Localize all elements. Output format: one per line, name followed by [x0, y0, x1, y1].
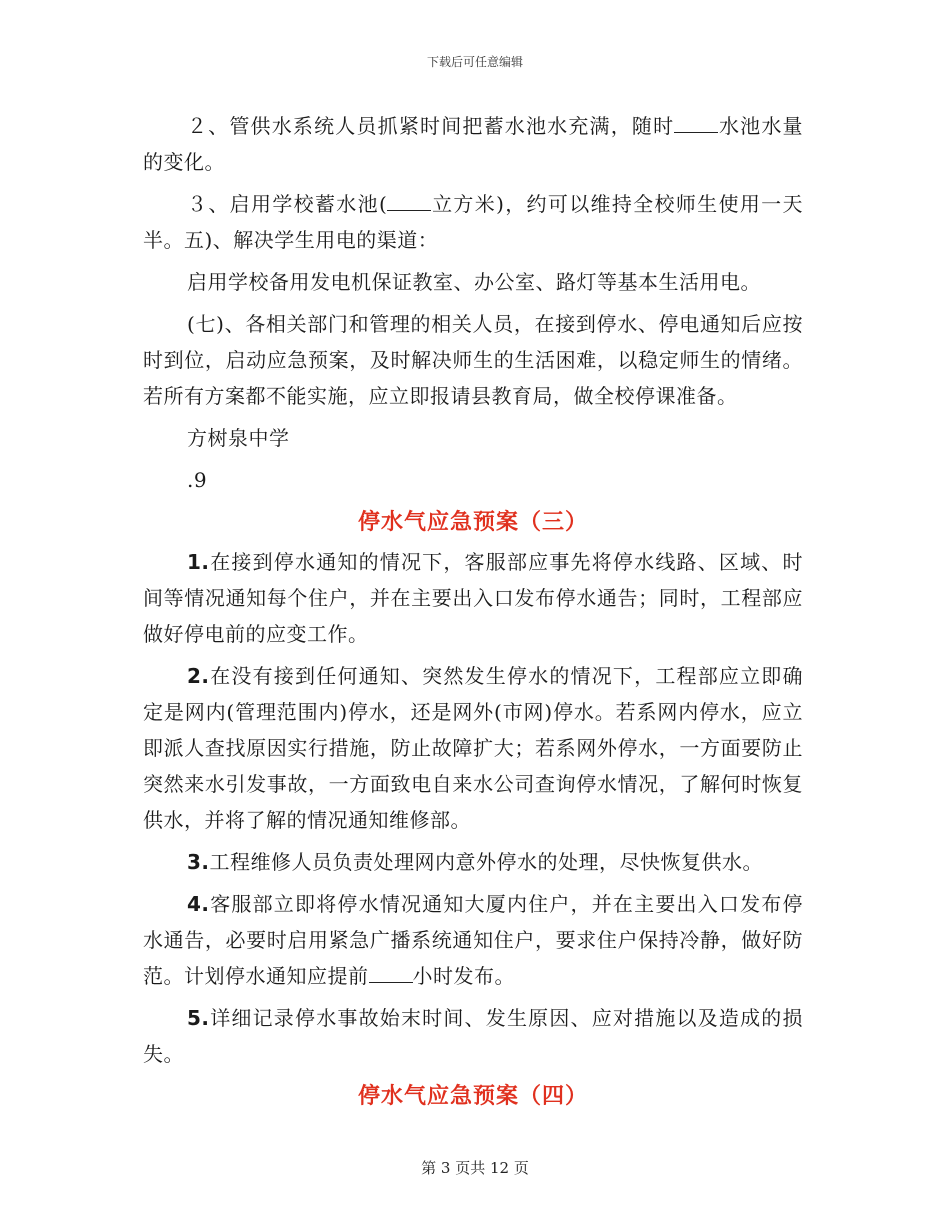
date: .9	[187, 468, 208, 492]
fill-blank	[369, 964, 413, 983]
page-header: 下载后可任意编辑	[426, 55, 523, 69]
item-text: 在没有接到任何通知、突然发生停水的情况下，工程部应立即确定是网内(管理范围内)停水，还是网外(市网)停水。若系网内停水，应立即派人查找原因实行措施，防止故障扩大；若系网外停水，一方面要防止突然来水引发事故，一方面致电自来水公司查询停水情况，了解何时恢复供水，并将了解的情况通知维修部。	[143, 664, 803, 832]
fill-blank	[387, 192, 431, 211]
item-number: 3.	[187, 850, 210, 874]
paragraph-item-3	[143, 186, 803, 258]
paragraph-text: ３、启用学校蓄水池(	[187, 192, 388, 216]
item-text: 工程维修人员负责处理网内意外停水的处理，尽快恢复供水。	[209, 850, 764, 874]
signature: 方树泉中学	[187, 426, 290, 450]
paragraph-item-2	[143, 108, 803, 180]
section-heading-4: 停水气应急预案（四）	[357, 1083, 588, 1109]
paragraph-text: ２、管供水系统人员抓紧时间把蓄水池水充满，随时	[187, 114, 675, 138]
list-item	[143, 886, 803, 994]
list-item	[143, 544, 803, 652]
list-item	[143, 1000, 803, 1072]
item-number: 1.	[187, 550, 210, 574]
paragraph-text: 水池水量的变化。	[143, 114, 804, 174]
paragraph-text: 立方米)，约可以维持全校师生使用一天半。五)、解决学生用电的渠道：	[143, 192, 803, 252]
list-item	[143, 844, 803, 880]
fill-blank	[674, 114, 718, 133]
list-item	[143, 658, 803, 838]
item-text: 详细记录停水事故始末时间、发生原因、应对措施以及造成的损失。	[143, 1006, 803, 1066]
item-number: 5.	[187, 1006, 210, 1030]
item-number: 4.	[187, 892, 210, 916]
section-heading-3: 停水气应急预案（三）	[357, 509, 588, 535]
paragraph-seven: (七)、各相关部门和管理的相关人员，在接到停水、停电通知后应按时到位，启动应急预案，及时解决师生的生活困难，以稳定师生的情绪。若所有方案都不能实施，应立即报请县教育局，做全校停课准备。	[143, 312, 803, 408]
item-text: 客服部立即将停水情况通知大厦内住户，并在主要出入口发布停水通告，必要时启用紧急广播系统通知住户，要求住户保持冷静，做好防范。计划停水通知应提前	[143, 892, 803, 988]
page-footer: 第 3 页共 12 页	[421, 1159, 529, 1177]
item-number: 2.	[187, 664, 210, 688]
item-text: 小时发布。	[412, 964, 515, 988]
document-body	[143, 108, 803, 1118]
paragraph-power: 启用学校备用发电机保证教室、办公室、路灯等基本生活用电。	[187, 270, 761, 294]
item-text: 在接到停水通知的情况下，客服部应事先将停水线路、区域、时间等情况通知每个住户，并在主要出入口发布停水通告；同时，工程部应做好停电前的应变工作。	[143, 550, 803, 646]
